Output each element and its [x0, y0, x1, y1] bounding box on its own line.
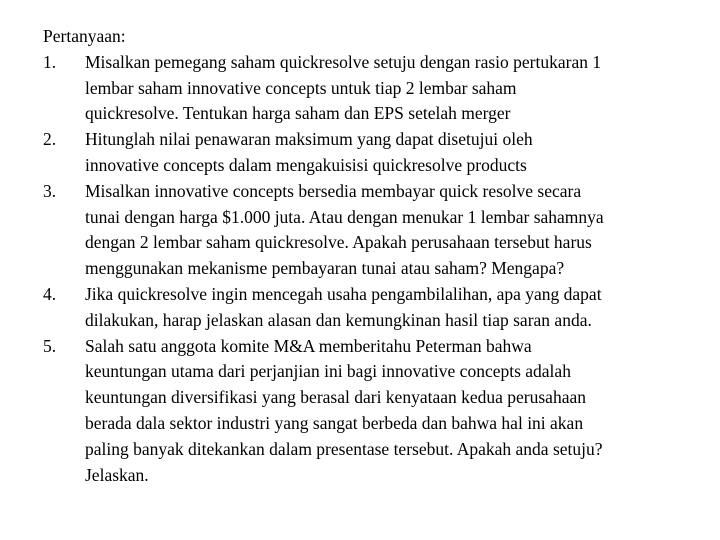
question-line: Hitunglah nilai penawaran maksimum yang dapat disetujui oleh: [85, 129, 533, 150]
question-item-1: [43, 50, 703, 127]
question-line: innovative concepts dalam mengakuisisi quickresolve products: [85, 154, 527, 175]
question-item-2: [43, 127, 703, 179]
question-line: dilakukan, harap jelaskan alasan dan kemungkinan hasil tiap saran anda.: [85, 309, 592, 330]
question-item-3: [43, 179, 703, 282]
question-item-4: [43, 282, 703, 334]
question-line: Salah satu anggota komite M&A memberitahu Peterman bahwa: [85, 335, 532, 356]
question-list: [43, 50, 703, 489]
question-number: 5.: [43, 335, 57, 356]
question-text: [85, 282, 703, 334]
question-text: [85, 334, 703, 489]
question-text: [85, 179, 703, 282]
question-number: 1.: [43, 51, 57, 72]
question-number: 4.: [43, 283, 57, 304]
question-number: 3.: [43, 180, 57, 201]
questions-heading: Pertanyaan:: [43, 26, 126, 46]
question-text: [85, 127, 703, 179]
question-line: lembar saham innovative concepts untuk tiap 2 lembar saham: [85, 77, 517, 98]
question-line: Misalkan innovative concepts bersedia membayar quick resolve secara: [85, 180, 582, 201]
document-body: [43, 24, 703, 488]
question-line: Jelaskan.: [85, 464, 149, 485]
question-line: quickresolve. Tentukan harga saham dan EPS setelah merger: [85, 103, 511, 124]
question-line: keuntungan diversifikasi yang berasal dari kenyataan kedua perusahaan: [85, 387, 586, 408]
question-line: berada dala sektor industri yang sangat berbeda dan bahwa hal ini akan: [85, 412, 584, 433]
question-item-5: [43, 334, 703, 489]
question-line: dengan 2 lembar saham quickresolve. Apakah perusahaan tersebut harus: [85, 232, 592, 253]
question-line: Jika quickresolve ingin mencegah usaha pengambilalihan, apa yang dapat: [85, 283, 602, 304]
question-line: tunai dengan harga $1.000 juta. Atau dengan menukar 1 lembar sahamnya: [85, 206, 604, 227]
question-line: keuntungan utama dari perjanjian ini bagi innovative concepts adalah: [85, 361, 571, 382]
question-text: [85, 50, 703, 127]
question-line: paling banyak ditekankan dalam presentase tersebut. Apakah anda setuju?: [85, 438, 603, 459]
question-line: menggunakan mekanisme pembayaran tunai atau saham? Mengapa?: [85, 258, 565, 279]
question-number: 2.: [43, 129, 57, 150]
question-line: Misalkan pemegang saham quickresolve setuju dengan rasio pertukaran 1: [85, 51, 602, 72]
